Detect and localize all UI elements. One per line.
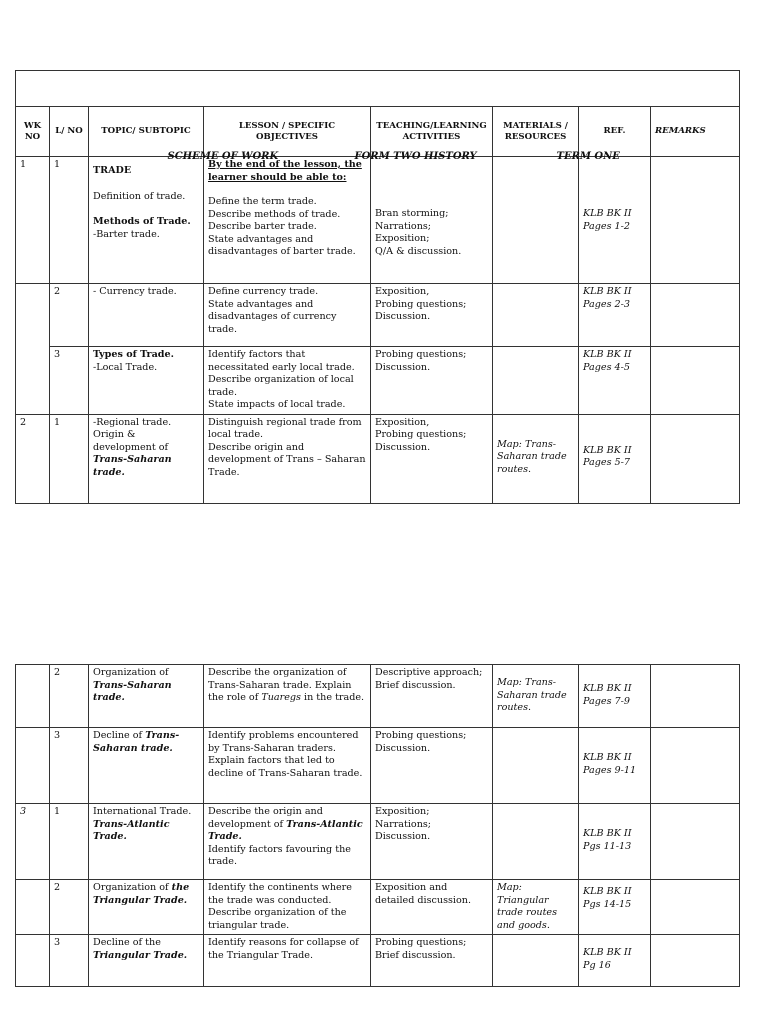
cell-activities [371, 347, 493, 415]
topic-text: -Barter trade. [93, 228, 160, 240]
cell-remarks [651, 935, 740, 987]
ref-book: KLB BK II [583, 947, 632, 958]
ref-pages: Pages 4-5 [583, 361, 630, 373]
activity-line: Discussion. [375, 742, 431, 754]
ref-book: KLB BK II [583, 208, 632, 219]
activity-line: Probing questions; [375, 937, 467, 948]
cell-wk [16, 935, 50, 987]
activity-line: Discussion. [375, 441, 431, 453]
activity-line: Probing questions; [375, 730, 467, 741]
title-row: SCHEME OF WORK FORM TWO HISTORY TERM ONE [16, 71, 740, 107]
objective-line: Describe the organization of Trans-Saharan trade. Explain the role of [208, 667, 352, 703]
activity-line: Bran storming; [375, 208, 449, 219]
cell-lno: 1 [50, 157, 89, 284]
activity-line: Probing questions; [375, 349, 467, 360]
ref-pages: Pgs 11-13 [583, 840, 632, 852]
cell-materials: Map: Trans-Saharan trade routes. [493, 665, 579, 728]
table-row [16, 157, 740, 284]
cell-activities [371, 157, 493, 284]
cell-ref [579, 347, 651, 415]
objective-line: in the trade. [304, 692, 365, 703]
cell-ref [579, 728, 651, 804]
topic-text: Decline of the [93, 937, 161, 948]
cell-lno: 2 [50, 665, 89, 728]
activity-line: Q/A & discussion. [375, 245, 462, 257]
cell-remarks [651, 414, 740, 503]
col-objectives: LESSON / SPECIFIC OBJECTIVES [204, 107, 371, 157]
cell-wk [16, 284, 50, 347]
cell-wk [16, 880, 50, 935]
col-wk: WK NO [16, 107, 50, 157]
topic-subheading: Trans-Saharan trade. [93, 454, 172, 478]
cell-activities [371, 284, 493, 347]
activity-line: Narrations; [375, 220, 432, 232]
cell-materials [493, 935, 579, 987]
cell-remarks [651, 665, 740, 728]
objective-line: Distinguish regional trade from local trade. [208, 416, 362, 440]
objective-line: Describe origin and development of Trans – Saharan Trade. [208, 441, 366, 478]
activity-line: Probing questions; [375, 298, 467, 310]
ref-pages: Pages 2-3 [583, 298, 630, 310]
cell-ref [579, 665, 651, 728]
cell-lno: 3 [50, 347, 89, 415]
objective-line: Identify problems encountered by Trans-Saharan traders. [208, 730, 359, 754]
objective-emphasis: Tuaregs [261, 692, 301, 703]
table-row [16, 935, 740, 987]
objective-line: Describe organization of local trade. [208, 374, 354, 398]
topic-text: Organization of [93, 882, 169, 893]
objectives-intro: By the end of the lesson, the learner should be able to: [208, 159, 362, 183]
cell-activities [371, 935, 493, 987]
cell-topic [89, 414, 204, 503]
topic-subheading: Trans-Saharan trade. [93, 730, 180, 754]
objective-line: Describe the origin and development of [208, 806, 323, 830]
objective-line: Identify the continents where the trade was conducted. [208, 882, 352, 906]
activity-line: Exposition and detailed discussion. [375, 882, 472, 906]
cell-objectives [204, 935, 371, 987]
cell-ref [579, 880, 651, 935]
ref-book: KLB BK II [583, 886, 632, 897]
col-ref: REF. [579, 107, 651, 157]
ref-pages: Pages 7-9 [583, 695, 630, 707]
objective-line: Describe barter trade. [208, 221, 317, 232]
col-remarks: REMARKS [651, 107, 740, 157]
ref-pages: Pgs 14-15 [583, 898, 632, 910]
table-row [16, 728, 740, 804]
cell-activities [371, 414, 493, 503]
table-row [16, 880, 740, 935]
cell-topic [89, 880, 204, 935]
cell-ref [579, 935, 651, 987]
cell-ref [579, 804, 651, 880]
table-row [16, 414, 740, 503]
objective-line: Describe organization of the triangular trade. [208, 907, 347, 931]
cell-objectives [204, 665, 371, 728]
ref-book: KLB BK II [583, 349, 632, 360]
topic-heading: TRADE [93, 165, 132, 176]
cell-objectives [204, 728, 371, 804]
cell-remarks [651, 284, 740, 347]
objective-line: State advantages and disadvantages of currency trade. [208, 298, 337, 335]
cell-ref [579, 414, 651, 503]
ref-pages: Pages 1-2 [583, 220, 630, 232]
cell-ref [579, 284, 651, 347]
activity-line: Discussion. [375, 361, 431, 373]
activity-line: Exposition; [375, 806, 430, 817]
ref-pages: Pages 9-11 [583, 764, 637, 776]
cell-materials [493, 157, 579, 284]
cell-wk: 1 [16, 157, 50, 284]
cell-topic [89, 665, 204, 728]
cell-materials: Map: Trans-Saharan trade routes. [493, 414, 579, 503]
objective-line: State impacts of local trade. [208, 399, 346, 410]
cell-materials [493, 728, 579, 804]
objective-line: Define the term trade. [208, 196, 317, 207]
cell-objectives [204, 804, 371, 880]
objective-line: Describe methods of trade. [208, 208, 341, 220]
objective-line: Explain factors that led to decline of Trans-Saharan trade. [208, 755, 363, 779]
cell-lno: 3 [50, 935, 89, 987]
activity-line: Discussion. [375, 311, 431, 322]
cell-remarks [651, 157, 740, 284]
cell-materials [493, 804, 579, 880]
cell-ref [579, 157, 651, 284]
objective-line: State advantages and disadvantages of barter trade. [208, 233, 356, 257]
activity-line: Exposition, [375, 416, 430, 428]
col-materials: MATERIALS / RESOURCES [493, 107, 579, 157]
cell-objectives [204, 347, 371, 415]
cell-topic: - Currency trade. [89, 284, 204, 347]
table-row [16, 284, 740, 347]
objective-line: Identify factors favouring the trade. [208, 843, 351, 867]
topic-text: Origin & development of [93, 429, 169, 453]
col-topic: TOPIC/ SUBTOPIC [89, 107, 204, 157]
activity-line: Discussion. [375, 831, 431, 842]
cell-lno: 2 [50, 880, 89, 935]
cell-wk [16, 347, 50, 415]
activity-line: Descriptive approach; [375, 667, 483, 678]
cell-activities [371, 880, 493, 935]
scheme-table-1 [15, 70, 740, 504]
topic-text: Decline of [93, 730, 143, 741]
cell-wk: 3 [16, 804, 50, 880]
cell-topic [89, 804, 204, 880]
topic-text: International Trade. [93, 806, 192, 817]
cell-objectives [204, 880, 371, 935]
cell-activities [371, 665, 493, 728]
cell-wk [16, 665, 50, 728]
cell-topic [89, 157, 204, 284]
cell-topic [89, 347, 204, 415]
table-row [16, 665, 740, 728]
cell-activities [371, 728, 493, 804]
ref-book: KLB BK II [583, 683, 632, 694]
cell-topic [89, 935, 204, 987]
topic-text: Definition of trade. [93, 190, 186, 202]
cell-remarks [651, 728, 740, 804]
table-row [16, 804, 740, 880]
topic-text: Organization of [93, 667, 169, 678]
cell-materials [493, 284, 579, 347]
cell-objectives [204, 284, 371, 347]
cell-remarks [651, 880, 740, 935]
ref-pages: Pg 16 [583, 959, 611, 971]
cell-wk: 2 [16, 414, 50, 503]
topic-subheading: Triangular Trade. [93, 949, 188, 961]
activity-line: Exposition, [375, 286, 430, 297]
cell-lno: 3 [50, 728, 89, 804]
col-lno: L/ NO [50, 107, 89, 157]
ref-book: KLB BK II [583, 752, 632, 763]
cell-topic [89, 728, 204, 804]
objective-line: Identify reasons for collapse of the Triangular Trade. [208, 937, 359, 961]
cell-remarks [651, 347, 740, 415]
topic-text: -Regional trade. [93, 416, 172, 428]
cell-lno: 2 [50, 284, 89, 347]
cell-objectives [204, 157, 371, 284]
ref-book: KLB BK II [583, 286, 632, 297]
table-row [16, 347, 740, 415]
activity-line: Brief discussion. [375, 949, 456, 961]
header-row [16, 107, 740, 157]
objective-line: Identify factors that necessitated early local trade. [208, 349, 355, 373]
activity-line: Narrations; [375, 818, 432, 830]
objective-emphasis: Trans-Atlantic Trade. [208, 818, 363, 842]
cell-activities [371, 804, 493, 880]
topic-subheading: the Triangular Trade. [93, 882, 190, 906]
ref-book: KLB BK II [583, 444, 632, 456]
cell-wk [16, 728, 50, 804]
cell-materials [493, 347, 579, 415]
ref-book: KLB BK II [583, 828, 632, 839]
topic-text: -Local Trade. [93, 361, 158, 373]
scheme-table-2 [15, 664, 740, 987]
objective-line: Define currency trade. [208, 286, 319, 297]
activity-line: Brief discussion. [375, 679, 456, 691]
topic-subheading: Methods of Trade. [93, 216, 191, 227]
topic-subheading: Types of Trade. [93, 349, 174, 360]
cell-lno: 1 [50, 804, 89, 880]
col-activities: TEACHING/LEARNING ACTIVITIES [371, 107, 493, 157]
cell-materials: Map: Triangular trade routes and goods. [493, 880, 579, 935]
topic-subheading: Trans-Atlantic Trade. [93, 818, 170, 842]
activity-line: Exposition; [375, 233, 430, 244]
cell-lno: 1 [50, 414, 89, 503]
activity-line: Probing questions; [375, 429, 467, 440]
cell-objectives [204, 414, 371, 503]
ref-pages: Pages 5-7 [583, 457, 630, 468]
topic-subheading: Trans-Saharan trade. [93, 679, 172, 703]
cell-remarks [651, 804, 740, 880]
